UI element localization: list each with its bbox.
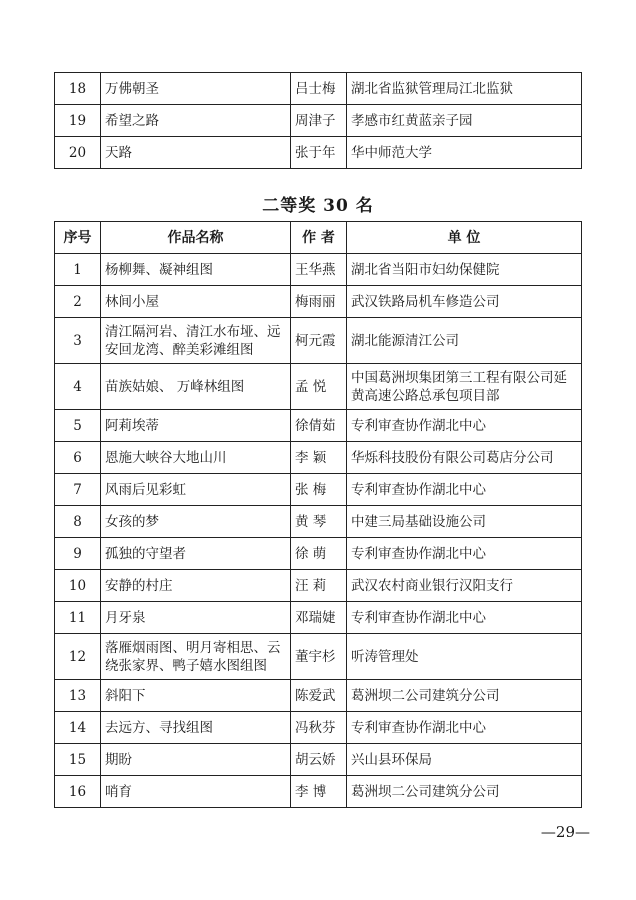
table-row bbox=[55, 538, 582, 570]
row-unit: 兴山县环保局 bbox=[347, 744, 582, 776]
row-number: 6 bbox=[55, 442, 101, 474]
table-row bbox=[55, 744, 582, 776]
row-author: 胡云娇 bbox=[291, 744, 347, 776]
table-row bbox=[55, 254, 582, 286]
table-row bbox=[55, 318, 582, 364]
row-author: 董宇杉 bbox=[291, 634, 347, 680]
row-title: 月牙泉 bbox=[101, 602, 291, 634]
row-unit: 中国葛洲坝集团第三工程有限公司延黄高速公路总承包项目部 bbox=[347, 364, 582, 410]
table-row bbox=[55, 137, 582, 169]
second-prize-table bbox=[54, 221, 582, 808]
row-author: 汪 莉 bbox=[291, 570, 347, 602]
row-title: 清江隔河岩、清江水布垭、远安回龙湾、醉美彩滩组图 bbox=[101, 318, 291, 364]
row-number: 10 bbox=[55, 570, 101, 602]
row-author: 徐倩茹 bbox=[291, 410, 347, 442]
row-title: 去远方、寻找组图 bbox=[101, 712, 291, 744]
table-row bbox=[55, 474, 582, 506]
row-title: 希望之路 bbox=[101, 105, 291, 137]
page-number: —29— bbox=[540, 823, 590, 841]
row-author: 陈爱武 bbox=[291, 680, 347, 712]
row-title: 女孩的梦 bbox=[101, 506, 291, 538]
row-author: 梅雨丽 bbox=[291, 286, 347, 318]
row-title: 杨柳舞、凝神组图 bbox=[101, 254, 291, 286]
row-number: 4 bbox=[55, 364, 101, 410]
row-title: 斜阳下 bbox=[101, 680, 291, 712]
table-row bbox=[55, 776, 582, 808]
row-number: 13 bbox=[55, 680, 101, 712]
header-title: 作品名称 bbox=[101, 222, 291, 254]
row-author: 李 博 bbox=[291, 776, 347, 808]
row-number: 11 bbox=[55, 602, 101, 634]
row-unit: 专利审查协作湖北中心 bbox=[347, 474, 582, 506]
row-unit: 湖北能源清江公司 bbox=[347, 318, 582, 364]
row-title: 孤独的守望者 bbox=[101, 538, 291, 570]
table-row bbox=[55, 680, 582, 712]
row-author: 冯秋芬 bbox=[291, 712, 347, 744]
table-header-row bbox=[55, 222, 582, 254]
row-author: 张于年 bbox=[291, 137, 347, 169]
row-title: 安静的村庄 bbox=[101, 570, 291, 602]
table-row bbox=[55, 364, 582, 410]
header-author: 作 者 bbox=[291, 222, 347, 254]
table-row bbox=[55, 570, 582, 602]
table-row bbox=[55, 105, 582, 137]
prize-table-continued bbox=[54, 72, 582, 169]
row-unit: 专利审查协作湖北中心 bbox=[347, 538, 582, 570]
row-title: 哨育 bbox=[101, 776, 291, 808]
row-author: 李 颖 bbox=[291, 442, 347, 474]
table-row bbox=[55, 73, 582, 105]
row-number: 15 bbox=[55, 744, 101, 776]
header-number: 序号 bbox=[55, 222, 101, 254]
header-unit: 单 位 bbox=[347, 222, 582, 254]
row-author: 柯元霞 bbox=[291, 318, 347, 364]
row-number: 14 bbox=[55, 712, 101, 744]
row-author: 周津子 bbox=[291, 105, 347, 137]
row-unit: 武汉铁路局机车修造公司 bbox=[347, 286, 582, 318]
table-row bbox=[55, 634, 582, 680]
row-number: 19 bbox=[55, 105, 101, 137]
row-author: 王华燕 bbox=[291, 254, 347, 286]
row-number: 5 bbox=[55, 410, 101, 442]
row-title: 落雁烟雨图、明月寄相思、云绕张家界、鸭子嬉水图组图 bbox=[101, 634, 291, 680]
row-author: 孟 悦 bbox=[291, 364, 347, 410]
row-number: 16 bbox=[55, 776, 101, 808]
row-number: 8 bbox=[55, 506, 101, 538]
row-number: 12 bbox=[55, 634, 101, 680]
row-unit: 湖北省当阳市妇幼保健院 bbox=[347, 254, 582, 286]
row-unit: 华烁科技股份有限公司葛店分公司 bbox=[347, 442, 582, 474]
row-author: 张 梅 bbox=[291, 474, 347, 506]
row-unit: 葛洲坝二公司建筑分公司 bbox=[347, 776, 582, 808]
row-author: 邓瑞婕 bbox=[291, 602, 347, 634]
row-unit: 湖北省监狱管理局江北监狱 bbox=[347, 73, 582, 105]
row-unit: 专利审查协作湖北中心 bbox=[347, 712, 582, 744]
row-title: 万佛朝圣 bbox=[101, 73, 291, 105]
row-unit: 专利审查协作湖北中心 bbox=[347, 410, 582, 442]
table-row bbox=[55, 442, 582, 474]
row-unit: 专利审查协作湖北中心 bbox=[347, 602, 582, 634]
row-unit: 孝感市红黄蓝亲子园 bbox=[347, 105, 582, 137]
row-unit: 华中师范大学 bbox=[347, 137, 582, 169]
row-title: 苗族姑娘、 万峰林组图 bbox=[101, 364, 291, 410]
row-number: 2 bbox=[55, 286, 101, 318]
row-title: 林间小屋 bbox=[101, 286, 291, 318]
section-heading: 二等奖 30 名 bbox=[262, 196, 374, 216]
table-row bbox=[55, 506, 582, 538]
row-unit: 中建三局基础设施公司 bbox=[347, 506, 582, 538]
row-number: 1 bbox=[55, 254, 101, 286]
row-author: 黄 琴 bbox=[291, 506, 347, 538]
row-author: 吕士梅 bbox=[291, 73, 347, 105]
row-title: 风雨后见彩虹 bbox=[101, 474, 291, 506]
row-title: 恩施大峡谷大地山川 bbox=[101, 442, 291, 474]
row-number: 3 bbox=[55, 318, 101, 364]
row-unit: 听涛管理处 bbox=[347, 634, 582, 680]
table-row bbox=[55, 602, 582, 634]
row-number: 18 bbox=[55, 73, 101, 105]
row-author: 徐 萌 bbox=[291, 538, 347, 570]
table-row bbox=[55, 286, 582, 318]
row-title: 期盼 bbox=[101, 744, 291, 776]
row-number: 9 bbox=[55, 538, 101, 570]
row-number: 7 bbox=[55, 474, 101, 506]
row-number: 20 bbox=[55, 137, 101, 169]
table-row bbox=[55, 410, 582, 442]
row-unit: 葛洲坝二公司建筑分公司 bbox=[347, 680, 582, 712]
row-title: 阿莉埃蒂 bbox=[101, 410, 291, 442]
row-title: 天路 bbox=[101, 137, 291, 169]
row-unit: 武汉农村商业银行汉阳支行 bbox=[347, 570, 582, 602]
table-row bbox=[55, 712, 582, 744]
